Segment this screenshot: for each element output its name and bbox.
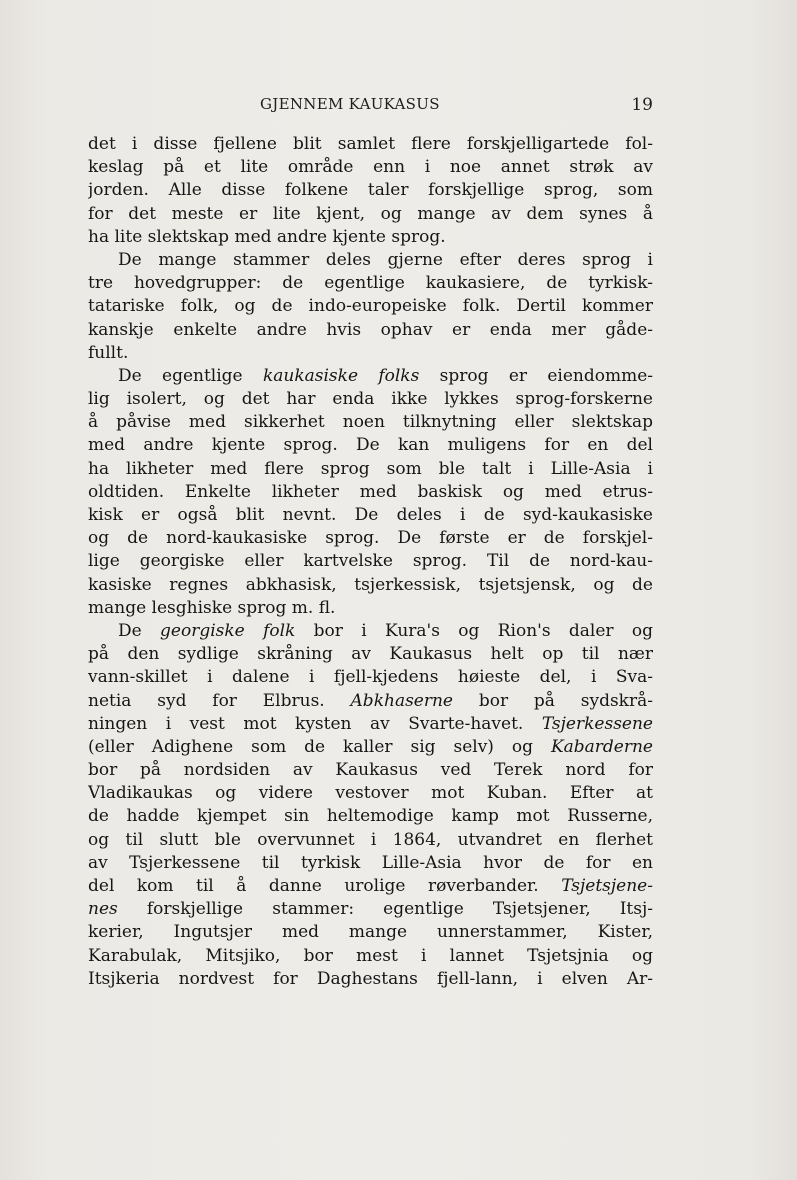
text-run: for det meste er lite kjent, og mange av dem synes å	[88, 203, 653, 224]
italic-term: Tsjetsjene-	[561, 876, 653, 896]
text-line	[88, 434, 653, 457]
italic-term: Tsjerkessene	[541, 713, 653, 734]
text-line	[88, 388, 653, 411]
text-line	[88, 643, 653, 666]
text-line	[88, 319, 653, 342]
text-line	[88, 829, 653, 852]
italic-term: nes	[88, 899, 118, 920]
text-run: vann-skillet i dalene i fjell-kjedens høieste del, i Sva-	[88, 667, 653, 688]
text-run: oldtiden. Enkelte likheter med baskisk og med etrus-	[88, 481, 653, 502]
text-line	[88, 249, 653, 272]
text-run: det i disse fjellene blit samlet flere forskjelligartede fol-	[88, 134, 653, 154]
italic-term: Abkhaserne	[350, 690, 453, 711]
text-run: tatariske folk, og de indo-europeiske folk. Dertil kommer	[88, 296, 653, 317]
text-line	[88, 759, 653, 782]
text-run: ningen i vest mot kysten av Svarte-havet.	[88, 713, 542, 734]
text-run: ha lite slektskap med andre kjente sprog.	[88, 226, 446, 247]
text-run: kanskje enkelte andre hvis ophav er enda mer gåde-	[88, 319, 653, 340]
text-line	[88, 527, 653, 550]
page-number: 19	[631, 95, 653, 115]
text-line	[88, 365, 653, 388]
text-run: forskjellige stammer: egentlige Tsjetsjener, Itsj-	[117, 899, 653, 920]
text-run: på den sydlige skråning av Kaukasus helt op til nær	[88, 644, 653, 665]
text-run: bor på nordsiden av Kaukasus ved Terek nord for	[88, 760, 653, 781]
text-run: (eller Adighene som de kaller sig selv) og	[88, 736, 551, 757]
text-run: Itsjkeria nordvest for Daghestans fjell-lann, i elven Ar-	[88, 968, 653, 989]
text-line	[88, 875, 653, 898]
text-run: netia syd for Elbrus.	[88, 690, 351, 711]
text-run: og de nord-kaukasiske sprog. De første er de forskjel-	[88, 528, 653, 549]
text-run: fullt.	[88, 342, 129, 363]
body-text	[88, 133, 653, 991]
text-run: de hadde kjempet sin heltemodige kamp mot Russerne,	[88, 806, 653, 827]
text-line	[88, 203, 653, 226]
text-line	[88, 133, 653, 156]
text-run: mange lesghiske sprog m. fl.	[88, 597, 336, 618]
text-run: bor i Kura's og Rion's daler og	[295, 620, 653, 641]
text-line	[88, 713, 653, 736]
text-run: og til slutt ble overvunnet i 1864, utvandret en flerhet	[88, 829, 653, 850]
text-line	[88, 597, 653, 620]
text-run: De	[118, 620, 161, 641]
text-line	[88, 504, 653, 527]
text-line	[88, 179, 653, 202]
italic-term: georgiske folk	[160, 620, 296, 641]
text-line	[88, 550, 653, 573]
text-line	[88, 411, 653, 434]
text-line	[88, 574, 653, 597]
text-run: keslag på et lite område enn i noe annet strøk av	[88, 157, 653, 178]
text-line	[88, 342, 653, 365]
text-run: tre hovedgrupper: de egentlige kaukasiere, de tyrkisk-	[88, 273, 653, 294]
text-run: av Tsjerkessene til tyrkisk Lille-Asia hvor de for en	[88, 852, 653, 873]
text-run: med andre kjente sprog. De kan muligens for en del	[88, 435, 653, 456]
italic-term: kaukasiske folks	[262, 365, 420, 386]
text-run: Vladikaukas og videre vestover mot Kuban. Efter at	[88, 783, 653, 804]
text-run: del kom til å danne urolige røverbander.	[88, 876, 562, 896]
text-run: lig isolert, og det har enda ikke lykkes sprog-forskerne	[88, 389, 653, 410]
text-line	[88, 782, 653, 805]
text-line	[88, 666, 653, 689]
text-run: bor på sydskrå-	[453, 690, 653, 711]
text-line	[88, 620, 653, 643]
text-line	[88, 945, 653, 968]
italic-term: Kabarderne	[550, 736, 653, 757]
running-title: GJENNEM KAUKASUS	[260, 95, 440, 113]
text-run: sprog er eiendomme-	[419, 365, 653, 386]
text-run: De egentlige	[118, 365, 263, 386]
text-line	[88, 481, 653, 504]
text-line	[88, 690, 653, 713]
text-line	[88, 458, 653, 481]
text-line	[88, 156, 653, 179]
text-line	[88, 295, 653, 318]
text-line	[88, 852, 653, 875]
text-run: kasiske regnes abkhasisk, tsjerkessisk, tsjetsjensk, og de	[88, 574, 653, 595]
text-line	[88, 226, 653, 249]
text-run: ha likheter med flere sprog som ble talt i Lille-Asia i	[88, 458, 653, 479]
text-line	[88, 898, 653, 921]
text-run: jorden. Alle disse folkene taler forskjellige sprog, som	[88, 180, 653, 201]
text-run: Karabulak, Mitsjiko, bor mest i lannet Tsjetsjnia og	[88, 945, 653, 966]
text-run: lige georgiske eller kartvelske sprog. Til de nord-kau-	[88, 551, 653, 572]
text-line	[88, 805, 653, 828]
text-run: kerier, Ingutsjer med mange unnerstammer, Kister,	[88, 922, 653, 943]
text-run: De mange stammer deles gjerne efter deres sprog i	[118, 249, 653, 270]
text-run: kisk er også blit nevnt. De deles i de syd-kaukasiske	[88, 505, 653, 525]
text-run: å påvise med sikkerhet noen tilknytning eller slektskap	[88, 412, 653, 433]
text-line	[88, 736, 653, 759]
text-line	[88, 272, 653, 295]
page-header	[88, 95, 653, 119]
text-line	[88, 921, 653, 944]
text-line	[88, 968, 653, 991]
